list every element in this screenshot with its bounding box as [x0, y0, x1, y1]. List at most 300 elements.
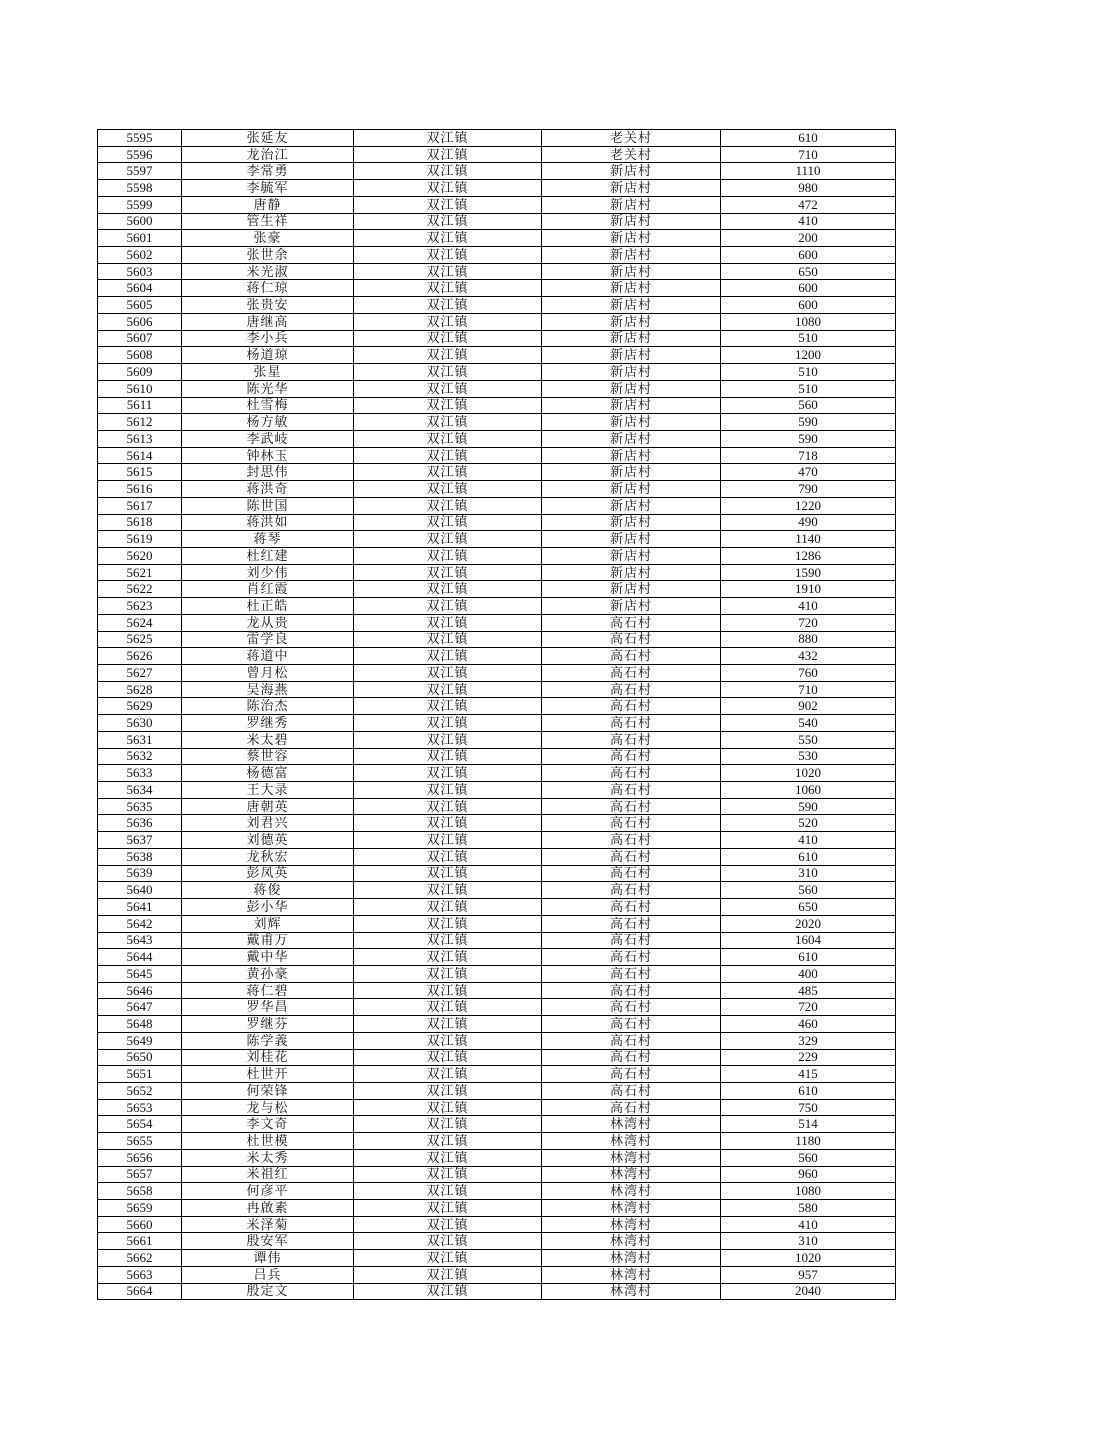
row-number-cell: 5656: [98, 1149, 182, 1166]
name-cell: 杜世模: [182, 1133, 354, 1150]
name-cell: 蒋仁碧: [182, 982, 354, 999]
name-cell: 吴海燕: [182, 681, 354, 698]
town-cell: 双江镇: [354, 932, 542, 949]
name-cell: 彭小华: [182, 899, 354, 916]
village-cell: 高石村: [542, 731, 721, 748]
town-cell: 双江镇: [354, 865, 542, 882]
amount-cell: 2020: [721, 915, 896, 932]
table-row: [98, 832, 896, 849]
table-row: [98, 815, 896, 832]
amount-cell: 720: [721, 999, 896, 1016]
amount-cell: 610: [721, 1082, 896, 1099]
name-cell: 雷学良: [182, 631, 354, 648]
town-cell: 双江镇: [354, 782, 542, 799]
town-cell: 双江镇: [354, 1266, 542, 1283]
amount-cell: 2040: [721, 1283, 896, 1300]
name-cell: 何彦平: [182, 1183, 354, 1200]
amount-cell: 410: [721, 1216, 896, 1233]
village-cell: 高石村: [542, 865, 721, 882]
town-cell: 双江镇: [354, 397, 542, 414]
table-row: [98, 1283, 896, 1300]
table-row: [98, 380, 896, 397]
table-row: [98, 865, 896, 882]
table-row: [98, 247, 896, 264]
amount-cell: 720: [721, 614, 896, 631]
row-number-cell: 5645: [98, 965, 182, 982]
table-row: [98, 347, 896, 364]
name-cell: 戴中华: [182, 949, 354, 966]
amount-cell: 590: [721, 414, 896, 431]
amount-cell: 650: [721, 899, 896, 916]
table-row: [98, 146, 896, 163]
table-row: [98, 798, 896, 815]
row-number-cell: 5619: [98, 531, 182, 548]
town-cell: 双江镇: [354, 665, 542, 682]
name-cell: 米泽菊: [182, 1216, 354, 1233]
table-row: [98, 681, 896, 698]
row-number-cell: 5610: [98, 380, 182, 397]
village-cell: 林湾村: [542, 1149, 721, 1166]
row-number-cell: 5636: [98, 815, 182, 832]
amount-cell: 1020: [721, 765, 896, 782]
amount-cell: 229: [721, 1049, 896, 1066]
name-cell: 罗华昌: [182, 999, 354, 1016]
town-cell: 双江镇: [354, 247, 542, 264]
village-cell: 高石村: [542, 999, 721, 1016]
village-cell: 林湾村: [542, 1283, 721, 1300]
name-cell: 陈学義: [182, 1032, 354, 1049]
row-number-cell: 5617: [98, 497, 182, 514]
village-cell: 林湾村: [542, 1116, 721, 1133]
table-row: [98, 614, 896, 631]
name-cell: 龙秋宏: [182, 848, 354, 865]
amount-cell: 1180: [721, 1133, 896, 1150]
amount-cell: 1110: [721, 163, 896, 180]
row-number-cell: 5658: [98, 1183, 182, 1200]
amount-cell: 310: [721, 865, 896, 882]
village-cell: 林湾村: [542, 1216, 721, 1233]
name-cell: 杨德富: [182, 765, 354, 782]
town-cell: 双江镇: [354, 263, 542, 280]
name-cell: 蒋俊: [182, 882, 354, 899]
name-cell: 陈治杰: [182, 698, 354, 715]
town-cell: 双江镇: [354, 1149, 542, 1166]
row-number-cell: 5595: [98, 130, 182, 147]
table-row: [98, 631, 896, 648]
village-cell: 高石村: [542, 899, 721, 916]
amount-cell: 600: [721, 247, 896, 264]
row-number-cell: 5609: [98, 364, 182, 381]
row-number-cell: 5626: [98, 648, 182, 665]
town-cell: 双江镇: [354, 982, 542, 999]
village-cell: 新店村: [542, 414, 721, 431]
amount-cell: 410: [721, 832, 896, 849]
village-cell: 新店村: [542, 397, 721, 414]
row-number-cell: 5637: [98, 832, 182, 849]
village-cell: 高石村: [542, 965, 721, 982]
row-number-cell: 5653: [98, 1099, 182, 1116]
town-cell: 双江镇: [354, 481, 542, 498]
row-number-cell: 5648: [98, 1016, 182, 1033]
table-row: [98, 1116, 896, 1133]
row-number-cell: 5622: [98, 581, 182, 598]
name-cell: 杨方敏: [182, 414, 354, 431]
table-row: [98, 1049, 896, 1066]
village-cell: 高石村: [542, 648, 721, 665]
name-cell: 李文奇: [182, 1116, 354, 1133]
table-row: [98, 899, 896, 916]
town-cell: 双江镇: [354, 196, 542, 213]
table-row: [98, 1032, 896, 1049]
town-cell: 双江镇: [354, 832, 542, 849]
amount-cell: 1080: [721, 313, 896, 330]
table-row: [98, 297, 896, 314]
row-number-cell: 5607: [98, 330, 182, 347]
amount-cell: 710: [721, 146, 896, 163]
row-number-cell: 5655: [98, 1133, 182, 1150]
town-cell: 双江镇: [354, 130, 542, 147]
row-number-cell: 5641: [98, 899, 182, 916]
amount-cell: 718: [721, 447, 896, 464]
name-cell: 罗继芬: [182, 1016, 354, 1033]
village-cell: 新店村: [542, 180, 721, 197]
town-cell: 双江镇: [354, 798, 542, 815]
village-cell: 高石村: [542, 631, 721, 648]
amount-cell: 1020: [721, 1250, 896, 1267]
row-number-cell: 5657: [98, 1166, 182, 1183]
row-number-cell: 5602: [98, 247, 182, 264]
name-cell: 张世余: [182, 247, 354, 264]
village-cell: 林湾村: [542, 1166, 721, 1183]
amount-cell: 650: [721, 263, 896, 280]
row-number-cell: 5621: [98, 564, 182, 581]
village-cell: 林湾村: [542, 1200, 721, 1217]
name-cell: 李毓军: [182, 180, 354, 197]
village-cell: 高石村: [542, 1049, 721, 1066]
name-cell: 李常勇: [182, 163, 354, 180]
name-cell: 李武岐: [182, 430, 354, 447]
row-number-cell: 5627: [98, 665, 182, 682]
name-cell: 封思伟: [182, 464, 354, 481]
name-cell: 刘辉: [182, 915, 354, 932]
table-row: [98, 1166, 896, 1183]
village-cell: 高石村: [542, 698, 721, 715]
amount-cell: 610: [721, 848, 896, 865]
name-cell: 龙治江: [182, 146, 354, 163]
table-row: [98, 1233, 896, 1250]
amount-cell: 1910: [721, 581, 896, 598]
amount-cell: 980: [721, 180, 896, 197]
amount-cell: 590: [721, 798, 896, 815]
name-cell: 陈世国: [182, 497, 354, 514]
town-cell: 双江镇: [354, 848, 542, 865]
table-row: [98, 698, 896, 715]
town-cell: 双江镇: [354, 1216, 542, 1233]
town-cell: 双江镇: [354, 1183, 542, 1200]
amount-cell: 1060: [721, 782, 896, 799]
village-cell: 高石村: [542, 614, 721, 631]
table-row: [98, 180, 896, 197]
table-row: [98, 130, 896, 147]
amount-cell: 510: [721, 330, 896, 347]
town-cell: 双江镇: [354, 313, 542, 330]
name-cell: 刘少伟: [182, 564, 354, 581]
row-number-cell: 5654: [98, 1116, 182, 1133]
table-row: [98, 915, 896, 932]
town-cell: 双江镇: [354, 464, 542, 481]
row-number-cell: 5599: [98, 196, 182, 213]
row-number-cell: 5643: [98, 932, 182, 949]
row-number-cell: 5615: [98, 464, 182, 481]
table-row: [98, 514, 896, 531]
table-row: [98, 665, 896, 682]
village-cell: 高石村: [542, 1099, 721, 1116]
table-row: [98, 313, 896, 330]
village-cell: 新店村: [542, 547, 721, 564]
town-cell: 双江镇: [354, 146, 542, 163]
name-cell: 吕兵: [182, 1266, 354, 1283]
name-cell: 张延友: [182, 130, 354, 147]
village-cell: 新店村: [542, 364, 721, 381]
row-number-cell: 5608: [98, 347, 182, 364]
name-cell: 唐朝英: [182, 798, 354, 815]
village-cell: 新店村: [542, 313, 721, 330]
village-cell: 高石村: [542, 798, 721, 815]
name-cell: 殷安军: [182, 1233, 354, 1250]
row-number-cell: 5664: [98, 1283, 182, 1300]
name-cell: 蒋洪如: [182, 514, 354, 531]
name-cell: 冉啟素: [182, 1200, 354, 1217]
amount-cell: 560: [721, 397, 896, 414]
village-cell: 新店村: [542, 598, 721, 615]
row-number-cell: 5598: [98, 180, 182, 197]
village-cell: 高石村: [542, 765, 721, 782]
row-number-cell: 5630: [98, 715, 182, 732]
village-cell: 新店村: [542, 230, 721, 247]
table-row: [98, 213, 896, 230]
town-cell: 双江镇: [354, 748, 542, 765]
row-number-cell: 5629: [98, 698, 182, 715]
name-cell: 米祖红: [182, 1166, 354, 1183]
village-cell: 新店村: [542, 497, 721, 514]
name-cell: 杜雪梅: [182, 397, 354, 414]
amount-cell: 610: [721, 130, 896, 147]
name-cell: 龙从贵: [182, 614, 354, 631]
amount-cell: 750: [721, 1099, 896, 1116]
table-row: [98, 748, 896, 765]
table-row: [98, 581, 896, 598]
amount-cell: 760: [721, 665, 896, 682]
table-row: [98, 1216, 896, 1233]
table-row: [98, 848, 896, 865]
amount-cell: 432: [721, 648, 896, 665]
name-cell: 刘德英: [182, 832, 354, 849]
amount-cell: 510: [721, 380, 896, 397]
name-cell: 唐静: [182, 196, 354, 213]
row-number-cell: 5634: [98, 782, 182, 799]
town-cell: 双江镇: [354, 430, 542, 447]
amount-cell: 329: [721, 1032, 896, 1049]
village-cell: 高石村: [542, 715, 721, 732]
table-row: [98, 598, 896, 615]
row-number-cell: 5662: [98, 1250, 182, 1267]
village-cell: 新店村: [542, 581, 721, 598]
row-number-cell: 5649: [98, 1032, 182, 1049]
town-cell: 双江镇: [354, 414, 542, 431]
name-cell: 蒋琴: [182, 531, 354, 548]
name-cell: 唐继高: [182, 313, 354, 330]
name-cell: 张星: [182, 364, 354, 381]
amount-cell: 470: [721, 464, 896, 481]
village-cell: 高石村: [542, 1016, 721, 1033]
row-number-cell: 5646: [98, 982, 182, 999]
village-cell: 新店村: [542, 564, 721, 581]
table-row: [98, 196, 896, 213]
name-cell: 何荣锋: [182, 1082, 354, 1099]
name-cell: 张豪: [182, 230, 354, 247]
amount-cell: 490: [721, 514, 896, 531]
amount-cell: 1590: [721, 564, 896, 581]
town-cell: 双江镇: [354, 949, 542, 966]
table-row: [98, 765, 896, 782]
village-cell: 老关村: [542, 130, 721, 147]
town-cell: 双江镇: [354, 698, 542, 715]
table-row: [98, 430, 896, 447]
row-number-cell: 5651: [98, 1066, 182, 1083]
amount-cell: 310: [721, 1233, 896, 1250]
town-cell: 双江镇: [354, 899, 542, 916]
row-number-cell: 5611: [98, 397, 182, 414]
town-cell: 双江镇: [354, 1133, 542, 1150]
town-cell: 双江镇: [354, 631, 542, 648]
table-row: [98, 1200, 896, 1217]
town-cell: 双江镇: [354, 514, 542, 531]
table-row: [98, 547, 896, 564]
name-cell: 戴甫万: [182, 932, 354, 949]
table-row: [98, 1099, 896, 1116]
amount-cell: 200: [721, 230, 896, 247]
town-cell: 双江镇: [354, 1250, 542, 1267]
amount-cell: 1080: [721, 1183, 896, 1200]
row-number-cell: 5631: [98, 731, 182, 748]
row-number-cell: 5628: [98, 681, 182, 698]
amount-cell: 790: [721, 481, 896, 498]
amount-cell: 580: [721, 1200, 896, 1217]
town-cell: 双江镇: [354, 1099, 542, 1116]
row-number-cell: 5640: [98, 882, 182, 899]
name-cell: 蒋仁琼: [182, 280, 354, 297]
row-number-cell: 5623: [98, 598, 182, 615]
table-row: [98, 497, 896, 514]
name-cell: 管生祥: [182, 213, 354, 230]
table-row: [98, 932, 896, 949]
town-cell: 双江镇: [354, 915, 542, 932]
village-cell: 新店村: [542, 263, 721, 280]
town-cell: 双江镇: [354, 731, 542, 748]
table-row: [98, 1082, 896, 1099]
table-row: [98, 1183, 896, 1200]
amount-cell: 1220: [721, 497, 896, 514]
town-cell: 双江镇: [354, 1016, 542, 1033]
village-cell: 高石村: [542, 982, 721, 999]
town-cell: 双江镇: [354, 213, 542, 230]
row-number-cell: 5642: [98, 915, 182, 932]
village-cell: 新店村: [542, 481, 721, 498]
amount-cell: 1286: [721, 547, 896, 564]
town-cell: 双江镇: [354, 614, 542, 631]
table-row: [98, 364, 896, 381]
village-cell: 新店村: [542, 247, 721, 264]
row-number-cell: 5606: [98, 313, 182, 330]
name-cell: 钟林玉: [182, 447, 354, 464]
town-cell: 双江镇: [354, 564, 542, 581]
town-cell: 双江镇: [354, 815, 542, 832]
name-cell: 杨道琼: [182, 347, 354, 364]
row-number-cell: 5596: [98, 146, 182, 163]
table-row: [98, 330, 896, 347]
table-row: [98, 999, 896, 1016]
village-cell: 高石村: [542, 949, 721, 966]
town-cell: 双江镇: [354, 581, 542, 598]
amount-cell: 540: [721, 715, 896, 732]
row-number-cell: 5625: [98, 631, 182, 648]
village-cell: 新店村: [542, 531, 721, 548]
town-cell: 双江镇: [354, 715, 542, 732]
village-cell: 新店村: [542, 380, 721, 397]
amount-cell: 880: [721, 631, 896, 648]
table-row: [98, 949, 896, 966]
table-row: [98, 1266, 896, 1283]
amount-cell: 400: [721, 965, 896, 982]
village-cell: 高石村: [542, 832, 721, 849]
village-cell: 高石村: [542, 848, 721, 865]
village-cell: 新店村: [542, 213, 721, 230]
village-cell: 新店村: [542, 196, 721, 213]
name-cell: 米太碧: [182, 731, 354, 748]
village-cell: 高石村: [542, 882, 721, 899]
town-cell: 双江镇: [354, 1233, 542, 1250]
name-cell: 黄孙豪: [182, 965, 354, 982]
amount-cell: 590: [721, 430, 896, 447]
row-number-cell: 5616: [98, 481, 182, 498]
amount-cell: 600: [721, 280, 896, 297]
row-number-cell: 5663: [98, 1266, 182, 1283]
name-cell: 蒋道中: [182, 648, 354, 665]
amount-cell: 415: [721, 1066, 896, 1083]
row-number-cell: 5620: [98, 547, 182, 564]
table-row: [98, 397, 896, 414]
village-cell: 新店村: [542, 347, 721, 364]
name-cell: 殷定文: [182, 1283, 354, 1300]
table-row: [98, 414, 896, 431]
amount-cell: 1140: [721, 531, 896, 548]
village-cell: 新店村: [542, 514, 721, 531]
village-cell: 新店村: [542, 330, 721, 347]
name-cell: 肖红霞: [182, 581, 354, 598]
name-cell: 杜红建: [182, 547, 354, 564]
name-cell: 米光淑: [182, 263, 354, 280]
row-number-cell: 5632: [98, 748, 182, 765]
row-number-cell: 5660: [98, 1216, 182, 1233]
town-cell: 双江镇: [354, 598, 542, 615]
amount-cell: 520: [721, 815, 896, 832]
name-cell: 杜正皓: [182, 598, 354, 615]
row-number-cell: 5659: [98, 1200, 182, 1217]
row-number-cell: 5635: [98, 798, 182, 815]
town-cell: 双江镇: [354, 1116, 542, 1133]
name-cell: 罗继秀: [182, 715, 354, 732]
name-cell: 彭凤英: [182, 865, 354, 882]
